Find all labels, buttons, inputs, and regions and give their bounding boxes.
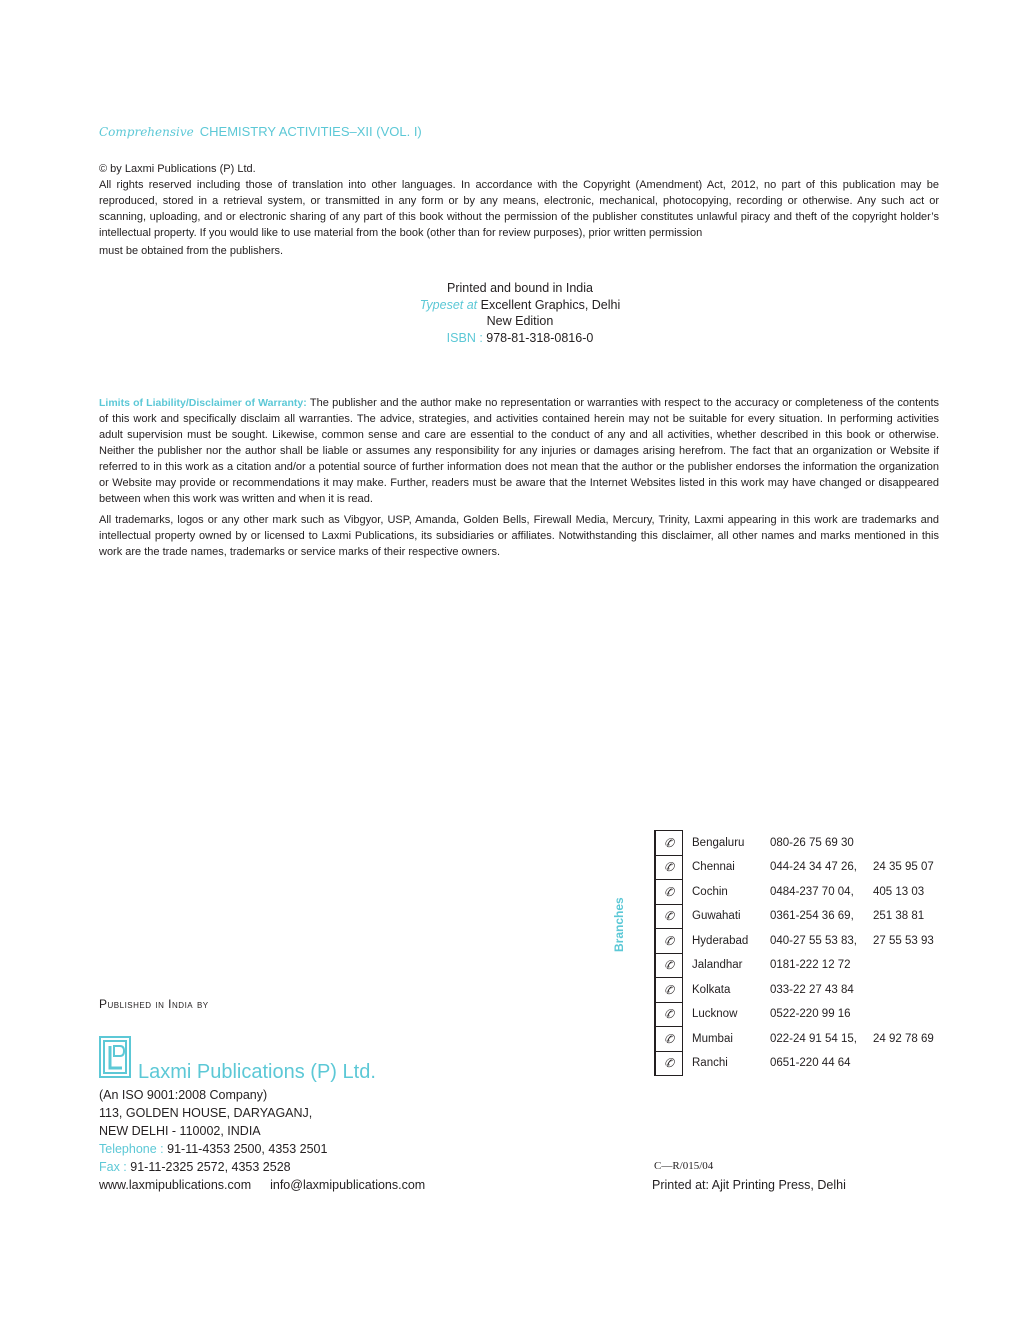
phone-icon: ✆ <box>655 880 683 905</box>
iso-line: (An ISO 9001:2008 Company) <box>99 1088 268 1102</box>
branch-phone-2: 24 92 78 69 <box>873 1032 934 1045</box>
telephone-line <box>99 1140 425 1158</box>
branch-row <box>655 929 953 954</box>
telephone-value: 91-11-4353 2500, 4353 2501 <box>167 1142 328 1156</box>
logo-icon <box>101 1038 129 1076</box>
branch-phone-2: 24 35 95 07 <box>873 861 934 874</box>
phone-icon: ✆ <box>655 904 683 929</box>
branch-phone-2: 27 55 53 93 <box>873 934 934 947</box>
email-link[interactable]: info@laxmipublications.com <box>270 1178 426 1192</box>
branch-city: Ranchi <box>692 1057 728 1070</box>
branch-city: Cochin <box>692 885 728 898</box>
branches-label-text: Branches <box>612 897 626 952</box>
book-title <box>99 124 422 139</box>
disclaimer-label: Limits of Liability/Disclaimer of Warranty: <box>99 397 307 409</box>
phone-icon: ✆ <box>655 855 683 880</box>
branch-phone-1: 0181-222 12 72 <box>770 959 851 972</box>
printed-at-value: Ajit Printing Press, Delhi <box>711 1178 846 1192</box>
publisher-logo <box>99 1036 131 1078</box>
copyright-last: must be obtained from the publishers. <box>99 245 284 257</box>
website-link[interactable]: www.laxmipublications.com <box>99 1178 252 1192</box>
branch-row <box>655 880 953 905</box>
isbn-label: ISBN : <box>446 331 483 346</box>
contact-line <box>99 1176 425 1194</box>
branch-row <box>655 978 953 1003</box>
phone-icon: ✆ <box>655 831 683 856</box>
address-line-2: NEW DELHI - 110002, INDIA <box>99 1124 261 1138</box>
branch-city: Mumbai <box>692 1032 733 1045</box>
typeset-value: Excellent Graphics, Delhi <box>480 297 621 312</box>
phone-icon: ✆ <box>655 1027 683 1052</box>
branch-phone-2 <box>873 1051 953 1076</box>
typeset-label: Typeset at <box>419 297 478 312</box>
branches-label <box>612 897 626 952</box>
title-main: CHEMISTRY ACTIVITIES–XII (VOL. I) <box>199 124 422 139</box>
disclaimer-paragraph <box>99 395 939 507</box>
branch-row <box>655 831 953 856</box>
branch-phone-1: 033-22 27 43 84 <box>770 983 854 996</box>
branch-row <box>655 855 953 880</box>
branches-table <box>654 830 954 1076</box>
address-line-1: 113, GOLDEN HOUSE, DARYAGANJ, <box>99 1106 313 1120</box>
telephone-label: Telephone : <box>99 1142 164 1156</box>
branch-city: Chennai <box>692 861 735 874</box>
branch-phone-1: 044-24 34 47 26, <box>770 861 857 874</box>
trademarks-paragraph: All trademarks, logos or any other mark such as Vibgyor, USP, Amanda, Golden Bells, Firewall Media, Mercury, Trinity, Laxmi appearing in this work are trademarks and intellectual property owned by or licensed to Laxmi Publications, its subsidiaries or affiliates. Notwithstanding this disclaimer, all other names and marks mentioned in this work are the trade names, trademarks or service marks of their respective owners. <box>99 514 939 558</box>
catalog-code: C—R/015/04 <box>654 1160 714 1172</box>
branch-phone-2 <box>873 831 953 856</box>
copyright-notice <box>99 161 939 259</box>
fax-label: Fax : <box>99 1160 127 1174</box>
branch-phone-1: 040-27 55 53 83, <box>770 934 857 947</box>
branch-city: Lucknow <box>692 1008 738 1021</box>
branch-city: Bengaluru <box>692 836 745 849</box>
branch-phone-1: 022-24 91 54 15, <box>770 1032 857 1045</box>
branch-phone-2 <box>873 953 953 978</box>
branch-row <box>655 1002 953 1027</box>
isbn-value: 978-81-318-0816-0 <box>486 331 594 346</box>
publisher-name: Laxmi Publications (P) Ltd. <box>138 1061 376 1083</box>
printed-at-label: Printed at: <box>652 1178 709 1192</box>
print-info <box>320 280 720 347</box>
branch-phone-2 <box>873 1002 953 1027</box>
branch-phone-1: 0361-254 36 69, <box>770 910 854 923</box>
publisher-address <box>99 1086 425 1194</box>
branch-city: Hyderabad <box>692 934 749 947</box>
copyright-owner: © by Laxmi Publications (P) Ltd. <box>99 163 256 175</box>
branch-city: Kolkata <box>692 983 731 996</box>
branch-city: Jalandhar <box>692 959 743 972</box>
isbn-line <box>320 330 720 347</box>
typeset-line <box>320 297 720 314</box>
published-by: Published in India by <box>99 997 209 1011</box>
printed-bound: Printed and bound in India <box>447 281 593 295</box>
branch-row <box>655 953 953 978</box>
phone-icon: ✆ <box>655 1002 683 1027</box>
branch-row <box>655 1051 953 1076</box>
branch-row <box>655 1027 953 1052</box>
branch-city: Guwahati <box>692 910 741 923</box>
phone-icon: ✆ <box>655 1051 683 1076</box>
disclaimer-body: The publisher and the author make no representation or warranties with respect to the accuracy or completeness of the contents of this work and specifically disclaim all warranties. The advice, strategies, and activities contained herein may not be suitable for every situation. In performing activities adult supervision must be sought. Likewise, common sense and care are essential to the conduct of any and all activities, whether described in this book or otherwise. Neither the publisher nor the author shall be liable or assumes any responsibility for any injuries or damages arising herefrom. The fact that an organization or Website if referred to in this work as a citation and/or a potential source of further information does not mean that the author or the publisher endorses the information the organization or Website may provide or recommendations it may make. Further, readers must be aware that the Internet Websites listed in this work may have changed or disappeared between when this work was written and when it is read. <box>99 397 940 505</box>
phone-icon: ✆ <box>655 978 683 1003</box>
branch-phone-1: 0484-237 70 04, <box>770 885 854 898</box>
branch-phone-2: 251 38 81 <box>873 910 925 923</box>
copyright-body: All rights reserved including those of translation into other languages. In accordance with the Copyright (Amendment) Act, 2012, no part of this publication may be reproduced, stored in a retrieval system, or transmitted in any form or by any means, electronic, mechanical, photocopying, recording or otherwise. Any such act or scanning, uploading, and or electronic sharing of any part of this book without the permission of the publisher constitutes unlawful piracy and theft of the copyright holder’s intellectual property. If you would like to use material from the book (other than for review purposes), prior written permission <box>99 179 939 239</box>
fax-line <box>99 1158 425 1176</box>
phone-icon: ✆ <box>655 929 683 954</box>
branch-phone-1: 0522-220 99 16 <box>770 1008 851 1021</box>
edition: New Edition <box>486 314 554 329</box>
phone-icon: ✆ <box>655 953 683 978</box>
branch-phone-1: 0651-220 44 64 <box>770 1057 851 1070</box>
disclaimer <box>99 395 939 565</box>
fax-value: 91-11-2325 2572, 4353 2528 <box>130 1160 291 1174</box>
branch-phone-1: 080-26 75 69 30 <box>770 836 854 849</box>
branch-phone-2: 405 13 03 <box>873 885 925 898</box>
branch-row <box>655 904 953 929</box>
branch-phone-2 <box>873 978 953 1003</box>
title-italic: Comprehensive <box>99 125 194 139</box>
printed-at <box>652 1178 846 1192</box>
